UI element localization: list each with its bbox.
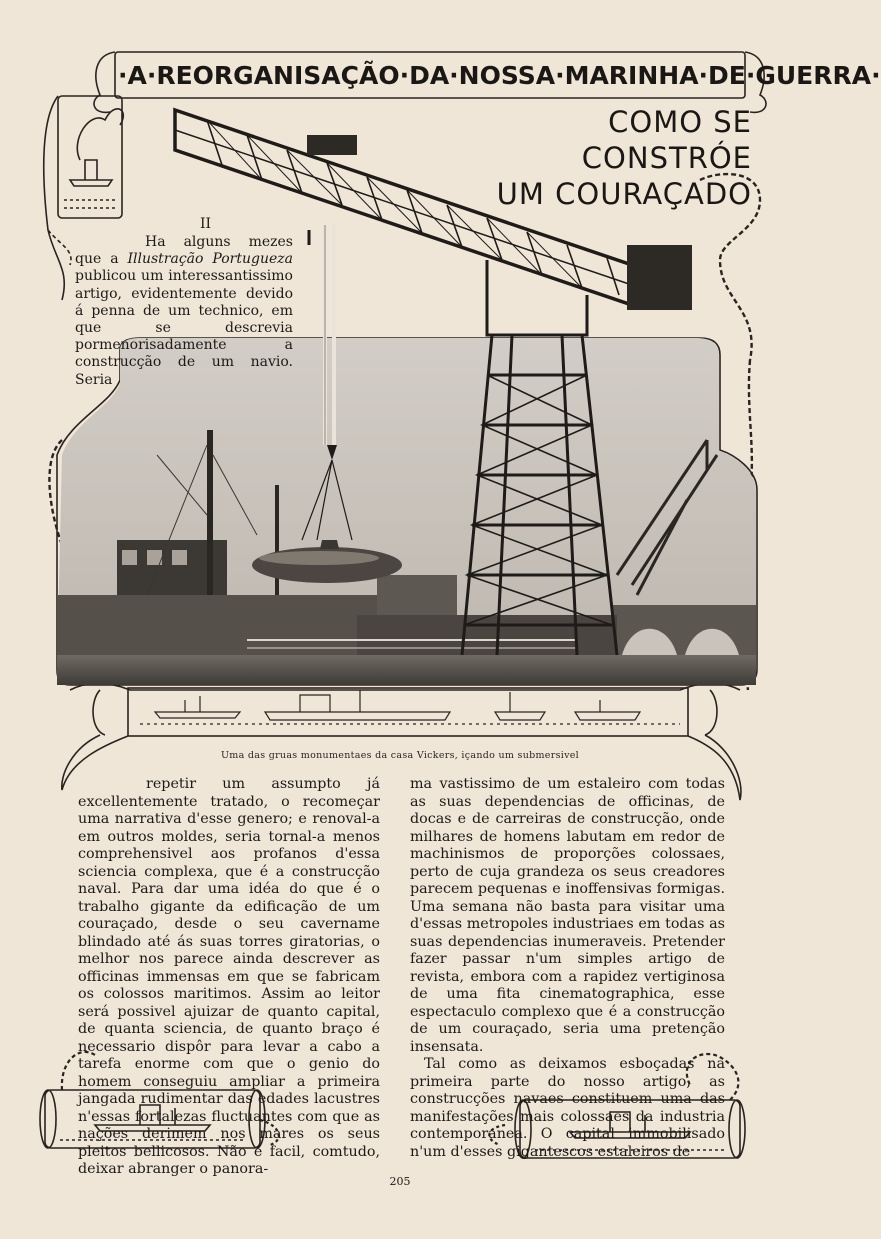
body-paragraph: ma vastissimo de um estaleiro com todas as suas dependencias de officinas, de docas e de carreiras de construcção, onde milhares de homens labutam em redor de machinismos de proporções colossaes, perto de cuja grandeza os seus creadores parecem pequenas e inoffensivas formigas. Uma semana não basta para visitar uma d'essas metropoles industriaes em todas as suas dependencias inumeraveis. Pretender fazer passar n'um simples artigo de revista, embora com a rapidez vertiginosa de uma fita cinematographica, esse espectaculo complexo que é a construcção de um couraçado, seria uma pretenção insensata. — [410, 776, 725, 1055]
body-column-left — [78, 776, 380, 1179]
article-title: ·A·REORGANISAÇÃO·DA·NOSSA·MARINHA·DE·GUERRA· — [118, 61, 881, 90]
intro-text-end: publicou um interessantissimo artigo, evidentemente devido á penna de um technico, em que se descrevia pormenorisadamente a construcção de um navio. Seria — [75, 268, 293, 388]
body-column-right — [410, 776, 725, 1161]
intro-paragraph — [75, 234, 293, 389]
body-paragraph: repetir um assumpto já excellentemente tratado, o recomeçar uma narrativa d'esse genero; e renoval-a em outros moldes, seria tornal-a menos comprehensivel aos profanos d'essa sciencia complexa, que é a construcção naval. Para dar uma idéa do que é o trabalho gigante da edificação de um couraçado, desde o seu cavername blindado até ás suas torres giratorias, o melhor nos parece ainda descrever as officinas immensas em que se fabricam os colossos maritimos. Assim ao leitor será possivel ajuizar de quanto capital, de quanta sciencia, de quanto braço é necessario dispôr para levar a cabo a tarefa enorme com que o genio do homem conseguiu ampliar a primeira jangada rudimentar das edades lacustres n'essas fortalezas fluctuantes com que as nações derimem nos mares os seus pleitos bellicosos. Não é facil, comtudo, deixar abranger o panora- — [78, 776, 380, 1177]
body-paragraph: Tal como as deixamos esboçadas na primeira parte do nosso artigo, as construcções navaes constituem uma das manifestações mais colossaes da industria contemporanea. O capital immobilisado n'um d'esses gigantescos estaleiros de — [410, 1056, 725, 1160]
section-number: II — [200, 216, 212, 232]
crane-photograph — [57, 95, 757, 685]
intro-text-start: Ha alguns mezes que a — [75, 234, 293, 268]
subtitle-line-2: UM COURAÇADO — [496, 177, 752, 211]
magazine-name: Illustração Portugueza — [127, 251, 293, 268]
page-number: 205 — [389, 1175, 411, 1188]
subtitle-line-1: COMO SE CONSTRÓE — [581, 105, 752, 175]
photo-caption: Uma das gruas monumentaes da casa Vickers, içando um submersivel — [220, 750, 580, 761]
